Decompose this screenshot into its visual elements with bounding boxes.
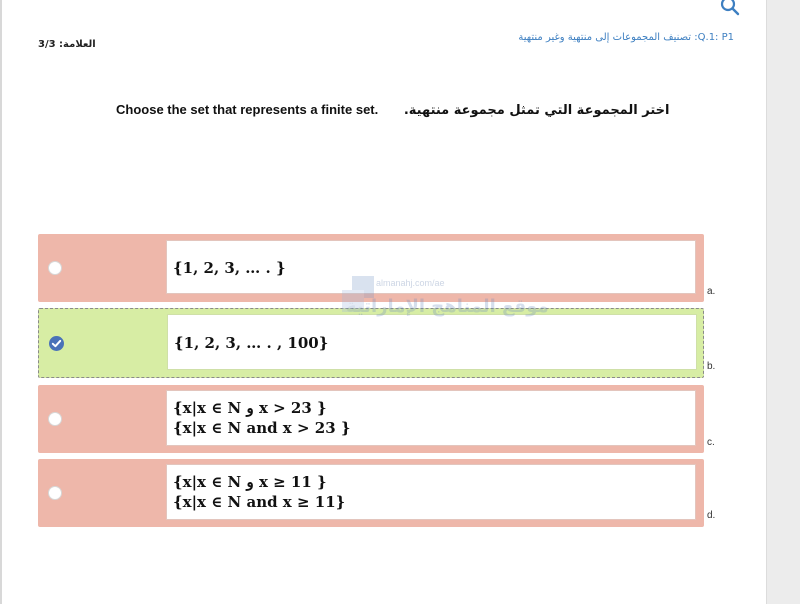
check-circle-icon[interactable] [49,336,64,351]
option-a-letter: a. [707,286,716,297]
watermark-arabic: موقع المناهج الإماراتية [346,296,549,317]
option-c-content [166,390,696,446]
right-scrollbar-panel[interactable] [766,0,800,604]
option-d-content [166,464,696,520]
radio-empty-icon[interactable] [48,261,62,275]
left-edge-divider [0,0,2,604]
option-b-line-1: {1, 2, 3, … . , 100} [174,334,329,352]
option-d-line-2: {x|x ∈ N and x ≥ 11} [173,493,346,511]
radio-empty-icon[interactable] [48,486,62,500]
option-a-line-1: {1, 2, 3, … . } [173,259,286,277]
question-breadcrumb[interactable]: Q.1: P1: تصنيف المجموعات إلى منتهية وغير منتهية [518,32,734,43]
question-arabic: اختر المجموعة التي تمثل مجموعة منتهية. [403,103,670,118]
option-b-letter: b. [707,361,716,372]
search-icon[interactable] [720,0,740,16]
option-c-line-1: {x|x ∈ N و x > 23 } [173,399,327,417]
option-c-letter: c. [707,437,715,448]
question-english: Choose the set that represents a finite set. [116,102,379,117]
option-c[interactable] [38,385,704,453]
question-text [116,102,669,118]
option-d-line-1: {x|x ∈ N و x ≥ 11 } [173,473,327,491]
option-d[interactable] [38,459,704,527]
watermark-logo [342,276,549,332]
option-d-letter: d. [707,510,716,521]
radio-empty-icon[interactable] [48,412,62,426]
option-c-line-2: {x|x ∈ N and x > 23 } [173,419,351,437]
grade-label: العلامة: 3/3 [38,39,96,50]
watermark-url: almanahj.com/ae [376,278,445,288]
